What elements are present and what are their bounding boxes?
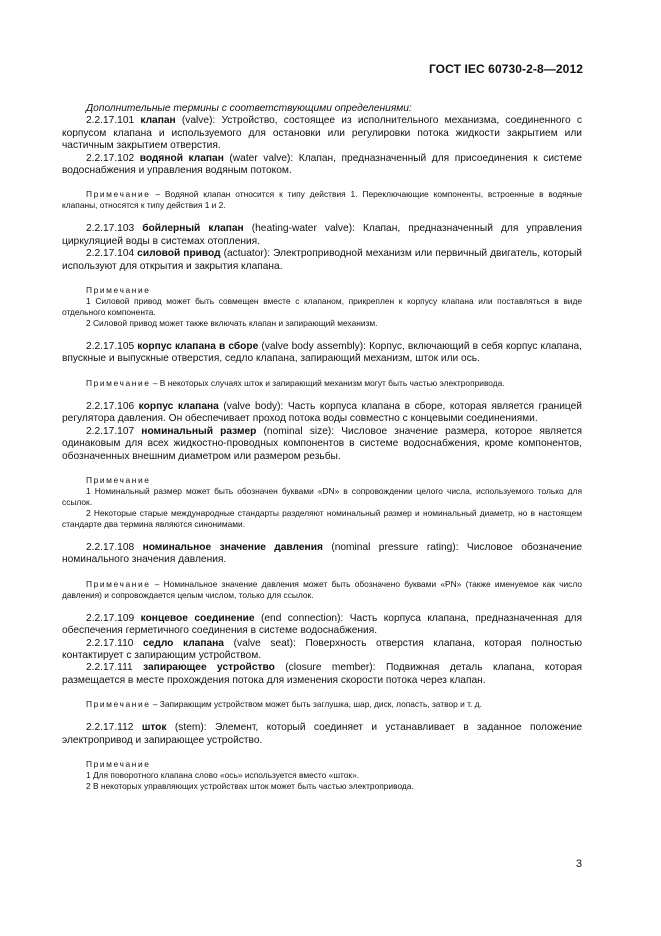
term-definition: (end connection): Часть корпуса клапана, предназначенная для обеспечения герметичного соединения в системе водоснабжения. [62,612,582,637]
document-body [62,103,582,792]
term-entry [62,341,582,366]
term-definition: (closure member): Подвижная деталь клапана, которая размещается в месте прохождения потока для изменения скорости потока через клапан. [62,662,582,686]
term-definition: (valve): Устройство, состоящее из исполнительного механизма, соединенного с корпусом клапана и используемого для остановки или регулировки потока жидкости закрытием или частичным закрытием отверстия. [62,115,582,152]
note-text: – В некоторых случаях шток и запирающий механизм могут быть частью электропривода. [152,377,505,388]
term-name: клапан [140,115,176,127]
note-text: – Номинальное значение давления может быть обозначено буквами «PN» (также именуемое как число давления) и сопровождается целым числом, только для ссылок. [62,578,582,600]
term-name: концевое соединение [140,612,255,624]
note-label: Примечание [86,699,151,710]
note-item: 1 Для поворотного клапана слово «ось» используется вместо «шток». [86,769,360,780]
note-label: Примечание [86,578,151,589]
note-label: Примечание [86,474,151,485]
term-definition: (actuator): Электроприводной механизм или первичный двигатель, который используют для открытия и закрытия клапана. [62,248,582,272]
term-number: 2.2.17.106 [86,400,135,412]
intro-text: Дополнительные термины с соответствующими определениями: [86,103,412,114]
term-entry [62,115,582,152]
term-entry [62,722,582,747]
term-definition: (nominal pressure rating): Числовое обозначение номинального значения давления. [62,541,582,566]
note-item: 1 Силовой привод может быть совмещен вместе с клапаном, прикреплен к корпусу клапана или поставляться в виде отдельного компонента. [62,296,582,318]
note [62,189,582,211]
note-label: Примечание [86,377,151,388]
term-entry [62,638,582,663]
term-entry [62,401,582,426]
term-definition: (stem): Элемент, который соединяет и устанавливает в заданное положение электропривод и запирающее устройство. [62,722,582,746]
note-item: 2 Некоторые старые международные стандарты разделяют номинальный размер и номинальный диаметр, но в настоящем стандарте два термина являются синонимами. [62,507,582,529]
term-name: водяной клапан [139,152,224,164]
page-number: 3 [575,858,582,870]
note [62,579,582,601]
term-name: номинальный размер [141,425,257,437]
term-number: 2.2.17.111 [86,662,133,674]
term-number: 2.2.17.102 [86,152,135,164]
term-entry [62,542,582,567]
term-definition: (nominal size): Числовое значение размера, которое является одинаковым для всех жидкостно-проводных компонентов в системе водоснабжения, кроме компонентов, обозначенных внешним диаметром или размером резьбы. [62,425,582,462]
note-label: Примечание [86,758,151,769]
term-name: корпус клапана [138,400,219,412]
note-label: Примечание [86,285,151,296]
term-definition: (valve body): Часть корпуса клапана в сборе, которая является границей регулятора давления. Он обеспечивает проход потока воды совместно с концевыми соединениями. [62,400,582,425]
term-definition: (valve seat): Поверхность отверстия клапана, которая полностью контактирует с запирающим устройством. [62,637,582,661]
note-text: – Водяной клапан относится к типу действия 1. Переключающие компоненты, встроенные в водяные клапаны, относятся к типу действия 1 и 2. [62,189,582,211]
term-entry [62,662,582,687]
note-item: 2 В некоторых управляющих устройствах шток может быть частью электропривода. [86,780,414,791]
note-label: Примечание [86,189,151,200]
term-number: 2.2.17.101 [86,115,135,127]
term-name: номинальное значение давления [142,541,323,553]
term-number: 2.2.17.105 [86,341,135,353]
term-name: шток [141,722,167,734]
term-name: силовой привод [137,248,221,260]
term-definition: (water valve): Клапан, предназначенный для присоединения к системе водоснабжения и управления водяным потоком. [62,152,582,177]
term-number: 2.2.17.108 [86,541,135,553]
document-header: ГОСТ IEC 60730-2-8—2012 [428,62,583,76]
term-definition: (valve body assembly): Корпус, включающий в себя корпус клапана, впускные и выпускные отверстия, седло клапана, запирающий механизм, шток или ось. [62,341,582,365]
note [62,378,582,389]
term-name: седло клапана [143,637,224,649]
term-definition: (heating-water valve): Клапан, предназначенный для управления циркуляцией воды в системах отопления. [62,223,582,247]
term-number: 2.2.17.103 [86,223,135,235]
term-number: 2.2.17.109 [86,612,135,624]
term-name: бойлерный клапан [142,223,244,235]
term-entry [62,426,582,463]
term-entry [62,248,582,273]
term-number: 2.2.17.104 [86,248,135,260]
term-entry [62,153,582,178]
note-item: 2 Силовой привод может также включать клапан и запирающий механизм. [86,318,378,329]
term-number: 2.2.17.112 [86,722,134,734]
note-text: – Запирающим устройством может быть заглушка, шар, диск, лопасть, затвор и т. д. [152,699,482,710]
term-name: корпус клапана в сборе [137,341,259,353]
note-item: 1 Номинальный размер может быть обозначен буквами «DN» в сопровождении целого числа, используемого только для ссылок. [62,485,582,507]
term-entry [62,613,582,638]
term-number: 2.2.17.107 [86,425,135,437]
note [62,699,582,710]
term-number: 2.2.17.110 [86,637,134,649]
term-entry [62,223,582,248]
term-name: запирающее устройство [143,662,275,674]
